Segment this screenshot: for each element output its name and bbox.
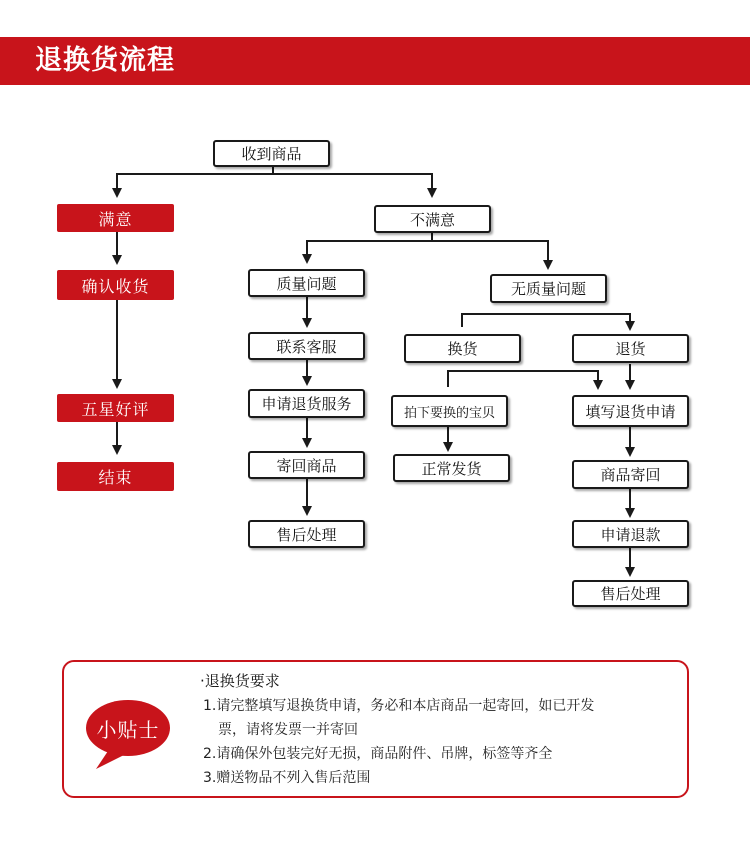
connector-unsatisfied-right — [432, 241, 548, 265]
tips-title: ·退换货要求 — [200, 672, 280, 690]
node-normal-ship: 正常发货 — [393, 454, 510, 482]
node-apply-return-service: 申请退货服务 — [248, 389, 365, 418]
node-five-star: 五星好评 — [57, 394, 174, 422]
node-no-quality-issue: 无质量问题 — [490, 274, 607, 303]
tip-line-2: 2.请确保外包装完好无损，商品附件、吊牌，标签等齐全 — [203, 746, 553, 762]
node-apply-refund: 申请退款 — [572, 520, 689, 548]
node-satisfied: 满意 — [57, 204, 174, 232]
node-send-back-right: 商品寄回 — [572, 460, 689, 489]
node-fill-return-form: 填写退货申请 — [572, 395, 689, 427]
tip-line-1b: 票，请将发票一并寄回 — [218, 722, 358, 738]
connector-no-quality — [462, 314, 630, 327]
node-order-exchange-item: 拍下要换的宝贝 — [391, 395, 508, 427]
connector-unsatisfied — [307, 232, 432, 259]
node-quality-issue: 质量问题 — [248, 269, 365, 297]
node-contact-service: 联系客服 — [248, 332, 365, 360]
node-exchange: 换货 — [404, 334, 521, 363]
node-unsatisfied: 不满意 — [374, 205, 491, 233]
connector-exchange — [448, 371, 598, 387]
node-receive: 收到商品 — [213, 140, 330, 167]
tip-line-1: 1.请完整填写退换货申请，务必和本店商品一起寄回，如已开发 — [203, 698, 595, 714]
connector-receive-right — [273, 174, 432, 193]
tips-badge: 小贴士 — [86, 700, 170, 756]
node-confirm-receipt: 确认收货 — [57, 270, 174, 300]
node-return: 退货 — [572, 334, 689, 363]
node-send-back: 寄回商品 — [248, 451, 365, 479]
connector-receive — [117, 166, 273, 193]
node-end: 结束 — [57, 462, 174, 491]
node-after-sale-right: 售后处理 — [572, 580, 689, 607]
page-title: 退换货流程 — [35, 45, 175, 76]
node-after-sale-left: 售后处理 — [248, 520, 365, 548]
tip-line-3: 3.赠送物品不列入售后范围 — [203, 770, 371, 786]
